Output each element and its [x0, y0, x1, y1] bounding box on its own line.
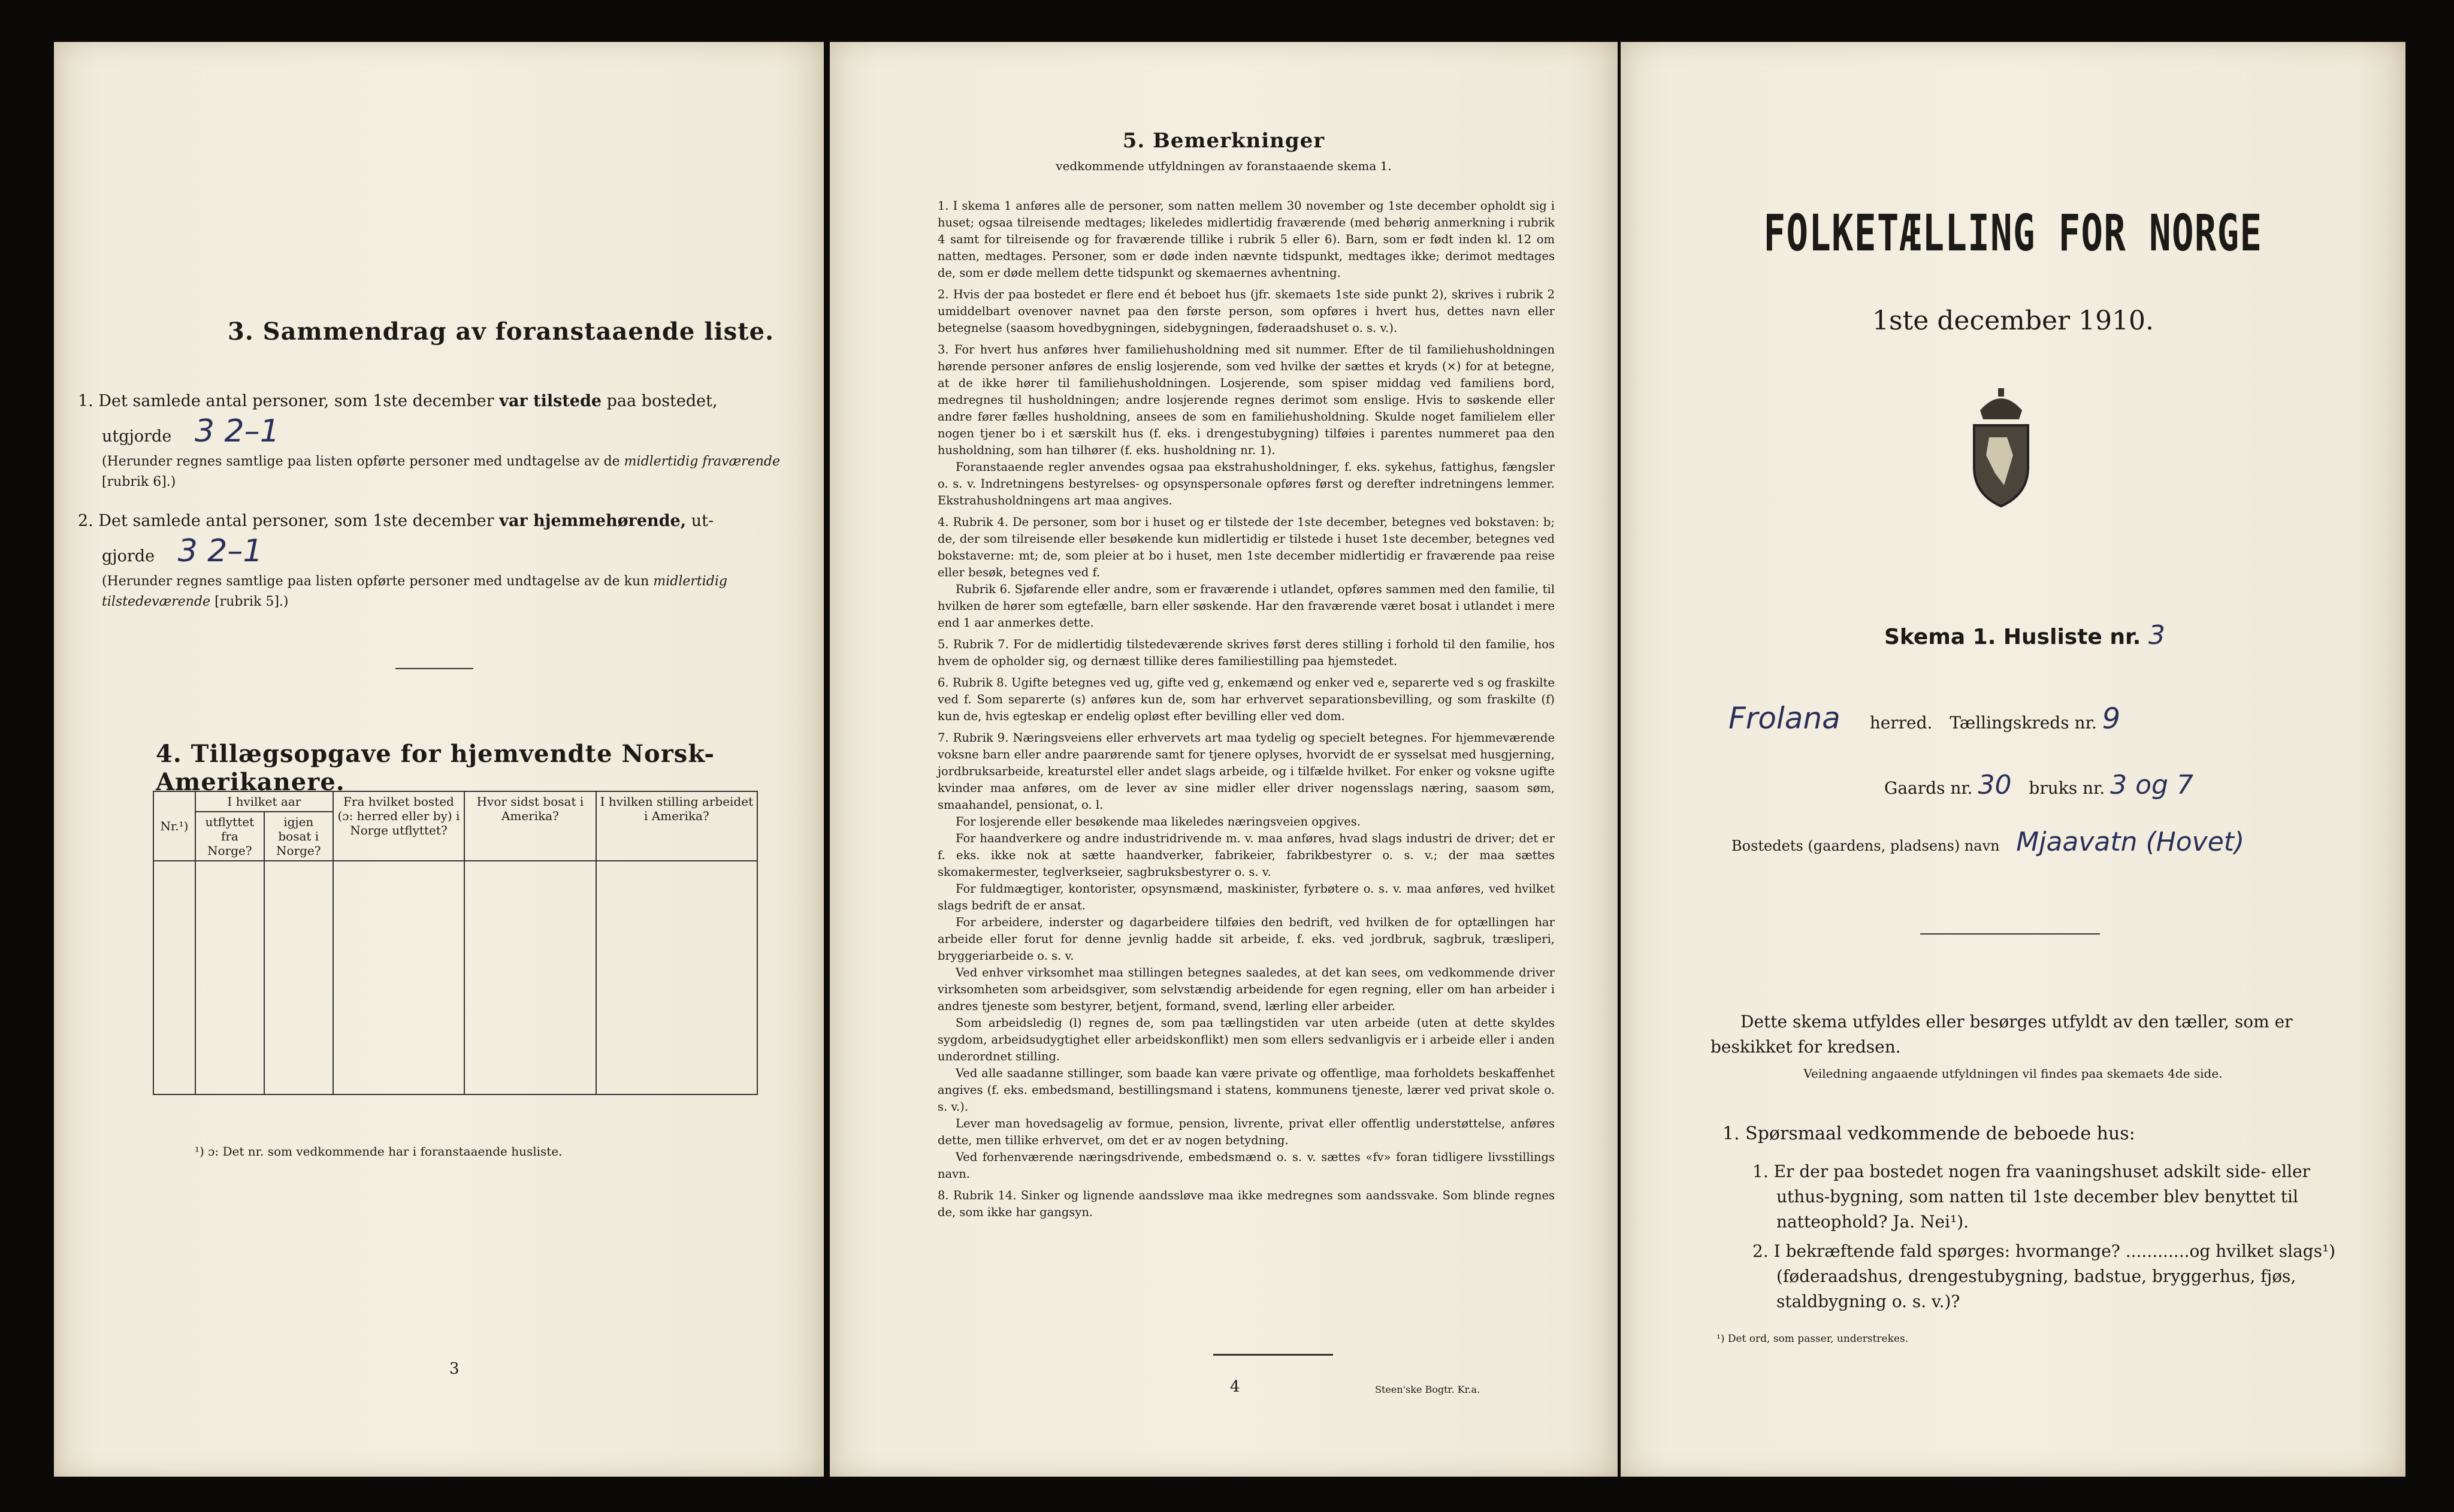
- handwritten-herred: Frolana: [1728, 701, 1840, 736]
- herred-line: Frolana herred. Tællingskreds nr. 9: [1728, 701, 2121, 736]
- page-number: 3: [449, 1360, 460, 1378]
- questions-title: 1. Spørsmaal vedkommende de beboede hus:: [1722, 1123, 2135, 1144]
- page-left: [54, 42, 824, 1477]
- skema-line: Skema 1. Husliste nr. 3: [1884, 620, 2165, 651]
- remark-paragraph: Foranstaaende regler anvendes ogsaa paa ekstrahusholdninger, f. eks. sykehus, fattighus, fængsler o. s. v. Indretningens bestyrelses- og opsynspersonale opføres først og derefter indretningens lemmer. Ekstrahusholdningens art maa angives.: [938, 460, 1555, 507]
- remark-paragraph: 8. Rubrik 14. Sinker og lignende aandssløve maa ikke medregnes som aandssvake. Som blinde regnes de, som ikke har gangsyn.: [938, 1189, 1555, 1219]
- remark-paragraph: 4. Rubrik 4. De personer, som bor i huset og er tilstede der 1ste december, betegnes ved bokstaven: b; de, der som tilreisende eller besøkende kun midlertidig er tilstede i huset 1ste december, betegnes ved bokstaverne: mt; de, som pleier at bo i huset, men 1ste december midlertidig er fraværende paa reise eller besøk, betegnes ved f.: [938, 515, 1555, 579]
- intro-text: Dette skema utfyldes eller besørges utfyldt av den tæller, som er beskikket for kredsen.: [1710, 1012, 2293, 1057]
- remark-paragraph: 1. I skema 1 anføres alle de personer, som natten mellem 30 november og 1ste december opholdt sig i huset; ogsaa tilreisende medtages; likeledes midlertidig fraværende (med behørig anmerkning i rubrik 4 samt for tilreisende og for fraværende tillike i rubrik 5 eller 6). Barn, som er født inden kl. 12 om natten, medtages. Personer, som er døde inden nævnte tidspunkt, medtages ikke; derimot medtages de, som er døde mellem dette tidspunkt og skemaernes avhentning.: [938, 199, 1555, 280]
- section3-item2: 2. Det samlede antal personer, som 1ste december var hjemmehørende, ut- gjorde 3 2–1 (Herunder regnes samtlige paa listen opførte personer med undtagelse av de kun midlertidig tilstedeværende [rubrik 5].): [78, 512, 727, 609]
- handwritten-husliste-nr: 3: [2148, 620, 2165, 651]
- census-title: FOLKETÆLLING FOR NORGE: [1763, 204, 2263, 262]
- handwritten-present-count: 3 2–1: [194, 413, 280, 449]
- handwritten-bosted-name: Mjaavatn (Hovet): [2016, 827, 2245, 857]
- census-date: 1ste december 1910.: [1872, 306, 2154, 336]
- handwritten-gaards-nr: 30: [1978, 770, 2012, 800]
- printer-mark: Steen'ske Bogtr. Kr.a.: [1375, 1384, 1480, 1395]
- remarks-body: [938, 198, 1555, 1221]
- guide-text: Veiledning angaaende utfyldningen vil findes paa skemaets 4de side.: [1803, 1066, 2223, 1081]
- divider: [395, 668, 473, 669]
- remarks-title: 5. Bemerkninger: [1122, 129, 1325, 153]
- divider: [1920, 933, 2100, 935]
- gaards-line: Gaards nr. 30 bruks nr. 3 og 7: [1884, 770, 2193, 800]
- remarks-subtitle: vedkommende utfyldningen av foranstaaende skema 1.: [1056, 159, 1392, 173]
- footnote: ¹) Det ord, som passer, understrekes.: [1716, 1333, 1909, 1345]
- handwritten-bruks-nr: 3 og 7: [2110, 770, 2193, 800]
- handwritten-resident-count: 3 2–1: [177, 533, 263, 569]
- question-1: 1. Er der paa bostedet nogen fra vaaningshuset adskilt side- eller uthus-bygning, som natten til 1ste december blev benyttet til natteophold? Ja. Nei¹).: [1752, 1162, 2310, 1232]
- coat-of-arms-icon: [1962, 383, 2040, 509]
- norwegian-american-table: Nr.¹) I hvilket aar Fra hvilket bosted (ɔ: herred eller by) i Norge utflyttet? Hvor sidst bosat i Amerika? I hvilken stilling arbeidet i Amerika? utflyttet fra Norge? igjen bosat i Norge?: [153, 791, 758, 1095]
- remark-paragraph: 7. Rubrik 9. Næringsveiens eller erhvervets art maa tydelig og specielt betegnes. For hjemmeværende voksne barn eller andre paarørende samt for tjenere oplyses, hvorvidt de er sysselsat med husgjerning, jordbruksarbeide, kreaturstel eller andet slags arbeide, og i tilfælde hvilket. For enker og voksne ugifte kvinder maa anføres, om de lever av sine midler eller driver nogensslags næring, saasom søm, smaahandel, pensionat, o. l.: [938, 731, 1555, 812]
- remark-paragraph: 6. Rubrik 8. Ugifte betegnes ved ug, gifte ved g, enkemænd og enker ved e, separerte ved s og fraskilte ved f. Som separerte (s) anføres kun de, som har erhvervet separationsbevilling, og som fraskilte (f) kun de, hvis egteskap er endelig opløst efter bevilling eller ved dom.: [938, 676, 1555, 723]
- remark-paragraph: For arbeidere, inderster og dagarbeidere tilføies den bedrift, ved hvilken de for optællingen har arbeide eller forut for denne jevnlig hadde sit arbeide, f. eks. ved jordbruk, sagbruk, træsliperi, bryggeriarbeide o. s. v.: [938, 915, 1555, 963]
- remark-paragraph: For fuldmægtiger, kontorister, opsynsmænd, maskinister, fyrbøtere o. s. v. maa anføres, ved hvilket slags bedrift de er ansat.: [938, 882, 1555, 912]
- page-middle: [830, 42, 1618, 1477]
- section3-item1: 1. Det samlede antal personer, som 1ste december var tilstede paa bostedet, utgjorde 3 2–1 (Herunder regnes samtlige paa listen opførte personer med undtagelse av de midlertidig fraværende [rubrik 6].): [78, 392, 780, 489]
- section3-title: 3. Sammendrag av foranstaaende liste.: [228, 317, 775, 346]
- table-footnote: ¹) ɔ: Det nr. som vedkommende har i foranstaaende husliste.: [195, 1144, 563, 1159]
- remark-paragraph: 2. Hvis der paa bostedet er flere end ét beboet hus (jfr. skemaets 1ste side punkt 2), skrives i rubrik 2 umiddelbart ovenover navnet paa den første person, som opføres i hvert hus, dettes navn eller betegnelse (saasom hovedbygningen, sidebygningen, føderaadshuset o. s. v.).: [938, 288, 1555, 335]
- remark-paragraph: Som arbeidsledig (l) regnes de, som paa tællingstiden var uten arbeide (uten at dette skyldes sygdom, arbeidsudygtighet eller arbeidskonflikt) men som ellers sedvanligvis er i arbeide eller i anden underordnet stilling.: [938, 1016, 1555, 1063]
- bosted-line: Bostedets (gaardens, pladsens) navn Mjaavatn (Hovet): [1731, 827, 2245, 857]
- remark-paragraph: Ved alle saadanne stillinger, som baade kan være private og offentlige, maa forholdets beskaffenhet angives (f. eks. embedsmand, bestillingsmand i statens, kommunens tjeneste, lærer ved privat skole o. s. v.).: [938, 1066, 1555, 1114]
- remark-paragraph: Ved forhenværende næringsdrivende, embedsmænd o. s. v. sættes «fv» foran tidligere livsstillings navn.: [938, 1150, 1555, 1181]
- remark-paragraph: Rubrik 6. Sjøfarende eller andre, som er fraværende i utlandet, opføres sammen med den familie, til hvilken de hører som egtefælle, barn eller søskende. Har den fraværende været bosat i utlandet i mere end 1 aar anmerkes dette.: [938, 582, 1555, 630]
- remark-paragraph: 3. For hvert hus anføres hver familiehusholdning med sit nummer. Efter de til familiehusholdningen hørende personer anføres de enslig losjerende, som ved hvilke der sættes et kryds (×) for at betegne, at de ikke hører til familiehusholdningen. Losjerende, som spiser middag ved familiens bord, medregnes til husholdningen; andre losjerende regnes derimot som enslige. Hvis to søskende eller andre fører fælles husholdning, ansees de som en familiehusholdning. Skulde noget familielem eller nogen tjener bo i et særskilt hus (f. eks. i drengestubygning) tilføies i parentes nummeret paa den husholdning, som han tilhører (f. eks. husholdning nr. 1).: [938, 343, 1555, 457]
- remark-paragraph: For losjerende eller besøkende maa likeledes næringsveien opgives.: [956, 815, 1361, 828]
- page-number: 4: [1230, 1378, 1240, 1396]
- divider: [1213, 1354, 1333, 1356]
- section4-title: 4. Tillægsopgave for hjemvendte Norsk-Amerikanere.: [156, 740, 715, 796]
- remark-paragraph: For haandverkere og andre industridrivende m. v. maa anføres, hvad slags industri de driver; det er f. eks. ikke nok at sætte haandverker, fabrikeier, fabrikbestyrer o. s. v.; der maa sættes skomakermester, teglverkseier, sagbruksbestyrer o. s. v.: [938, 831, 1555, 879]
- question-2: 2. I bekræftende fald spørges: hvormange? ............og hvilket slags¹) (føderaadshus, drengestubygning, badstue, bryggerhus, fjøs, staldbygning o. s. v.)?: [1752, 1241, 2336, 1311]
- handwritten-kreds-nr: 9: [2102, 702, 2121, 736]
- page-right: [1621, 42, 2405, 1477]
- table-row: [153, 861, 757, 1094]
- remark-paragraph: Lever man hovedsagelig av formue, pension, livrente, privat eller offentlig understøttelse, anføres dette, men tillike erhvervet, om det er av nogen betydning.: [938, 1117, 1555, 1147]
- remark-paragraph: 5. Rubrik 7. For de midlertidig tilstedeværende skrives først deres stilling i forhold til den familie, hos hvem de opholder sig, og dernæst tillike deres familiestilling paa hjemstedet.: [938, 637, 1555, 668]
- remark-paragraph: Ved enhver virksomhet maa stillingen betegnes saaledes, at det kan sees, om vedkommende driver virksomheten som arbeidsgiver, som selvstændig arbeidende for egen regning, eller om han arbeider i andres tjeneste som bestyrer, betjent, formand, svend, lærling eller arbeider.: [938, 966, 1555, 1013]
